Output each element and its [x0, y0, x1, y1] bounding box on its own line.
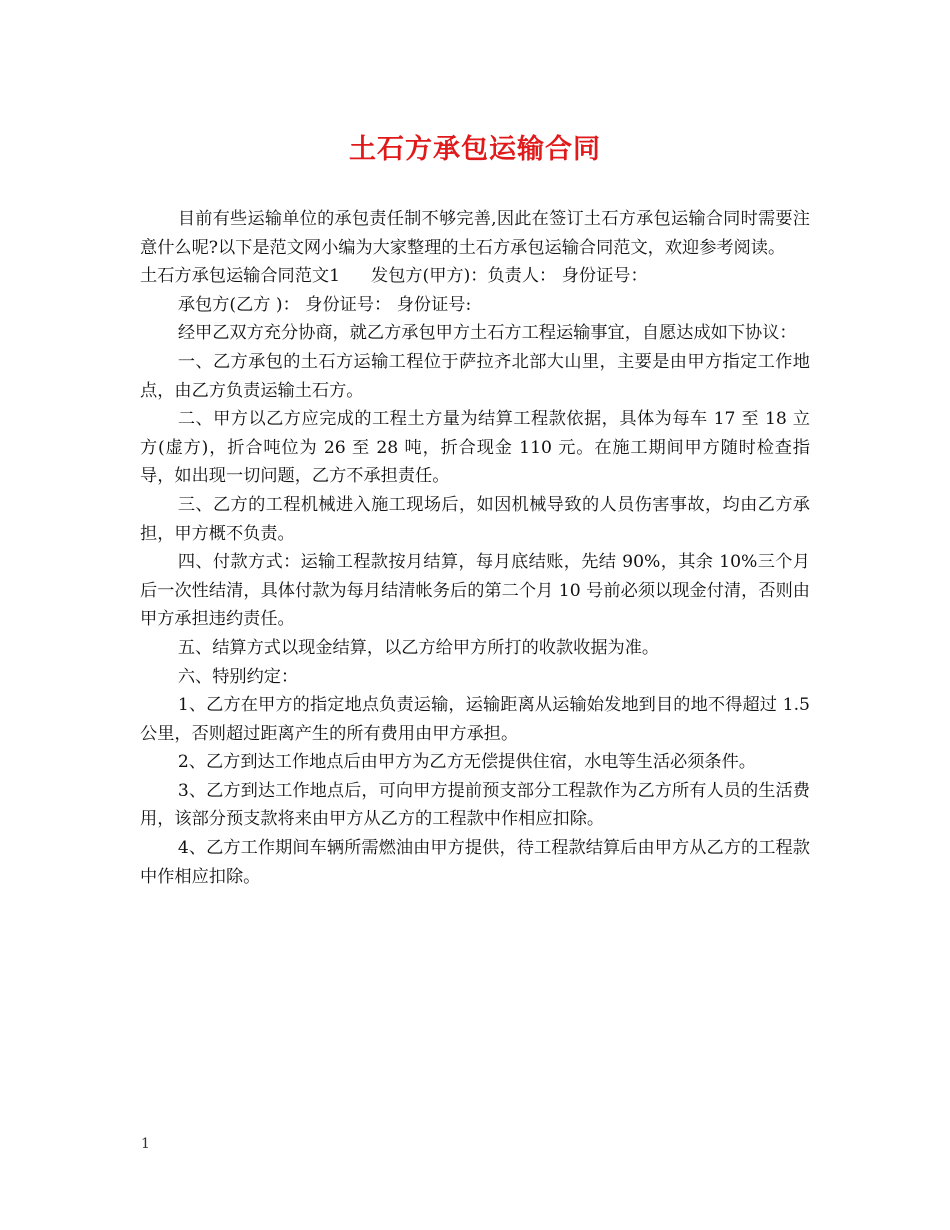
agreement-paragraph: 经甲乙双方充分协商，就乙方承包甲方土石方工程运输事宜，自愿达成如下协议： [177, 323, 797, 344]
intro-paragraph: 目前有些运输单位的承包责任制不够完善,因此在签订土石方承包运输合同时需要注意什么呢?以下是范文网小编为大家整理的土石方承包运输合同范文，欢迎参考阅读。 [140, 209, 810, 258]
special-clause-4: 4、乙方工作期间车辆所需燃油由甲方提供，待工程款结算后由甲方从乙方的工程款中作相应扣除。 [140, 838, 810, 887]
clause-4: 四、付款方式：运输工程款按月结算，每月底结账，先结 90%，其余 10%三个月后一次性结清，具体付款为每月结清帐务后的第二个月 10 号前必须以现金付清，否则由甲方承担违约责任。 [140, 552, 810, 630]
document-title: 土石方承包运输合同 [349, 134, 601, 165]
clause-6: 六、特别约定： [177, 666, 299, 687]
clause-5: 五、结算方式以现金结算，以乙方给甲方所打的收款收据为准。 [177, 637, 660, 658]
document-body [140, 205, 810, 891]
special-clause-2: 2、乙方到达工作地点后由甲方为乙方无偿提供住宿，水电等生活必须条件。 [177, 752, 756, 773]
party-a-info: 发包方(甲方)：负责人： 身份证号： [370, 266, 648, 287]
clause-2: 二、甲方以乙方应完成的工程土方量为结算工程款依据，具体为每车 17 至 18 立方(虚方)，折合吨位为 26 至 28 吨，折合现金 110 元。在施工期间甲方随时检查指导，如出现一切问题，乙方不承担责任。 [140, 409, 810, 487]
sample-heading: 土石方承包运输合同范文1 [140, 266, 340, 287]
page-number: 1 [141, 1136, 150, 1152]
clause-3: 三、乙方的工程机械进入施工现场后，如因机械导致的人员伤害事故，均由乙方承担，甲方概不负责。 [140, 494, 810, 544]
special-clause-3: 3、乙方到达工作地点后，可向甲方提前预支部分工程款作为乙方所有人员的生活费用，该部分预支款将来由甲方从乙方的工程款中作相应扣除。 [140, 780, 810, 830]
party-a-line [140, 262, 810, 291]
special-clause-1: 1、乙方在甲方的指定地点负责运输，运输距离从运输始发地到目的地不得超过 1.5 公里，否则超过距离产生的所有费用由甲方承担。 [140, 695, 810, 744]
party-b-line: 承包方(乙方 )： 身份证号： 身份证号: [177, 294, 472, 315]
clause-1: 一、乙方承包的土石方运输工程位于萨拉齐北部大山里，主要是由甲方指定工作地点，由乙方负责运输土石方。 [140, 351, 810, 401]
